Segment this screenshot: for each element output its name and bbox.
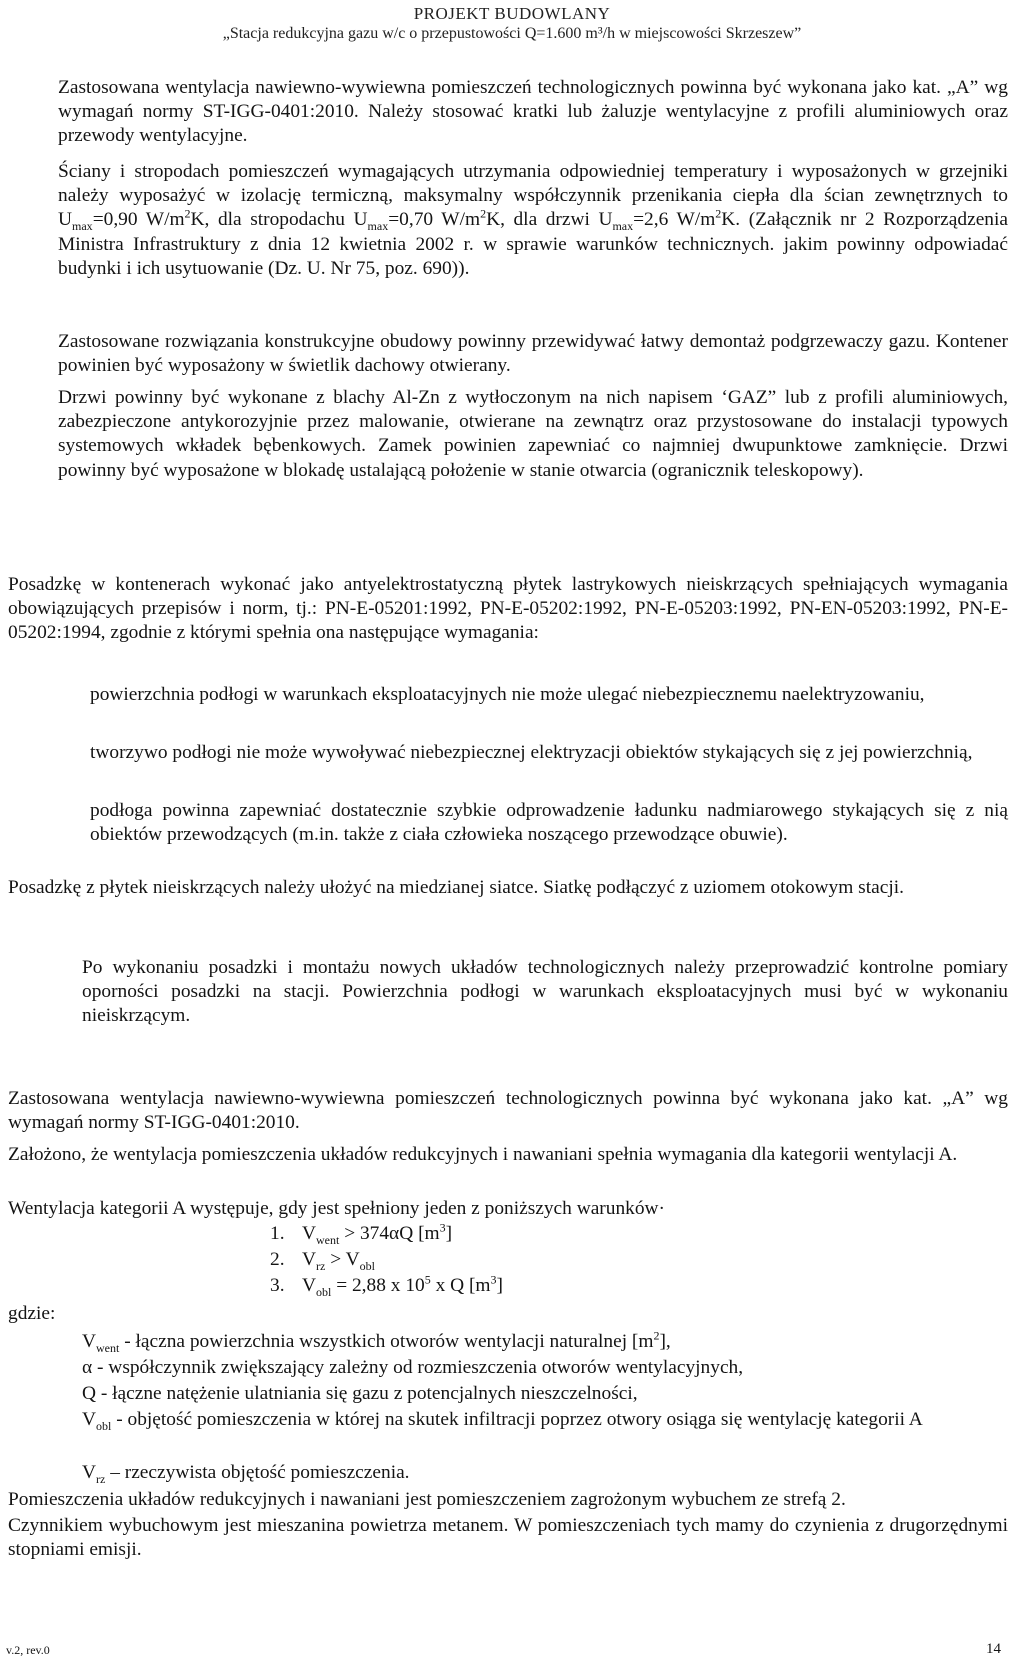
floor-requirement-1: powierzchnia podłogi w warunkach eksploatacyjnych nie może ulegać niebezpiecznemu naelektryzowaniu, [90,684,925,705]
definition-q: Q - łączne natężenie ulatniania się gazu z potencjalnych nieszczelności, [82,1383,638,1404]
explosive-factor-paragraph: Czynnikiem wybuchowym jest mieszanina powietrza metanem. W pomieszczeniach tych mamy do czynienia z drugorzędnymi stopniami emisji. [8,1515,1008,1561]
copper-mesh-paragraph: Posadzkę z płytek nieiskrzących należy ułożyć na miedzianej siatce. Siatkę podłączyć z uziomem otokowym stacji. [8,877,904,898]
page-header [0,4,1024,44]
insulation-paragraph: Ściany i stropodach pomieszczeń wymagających utrzymania odpowiedniej temperatury i wyposażonych w grzejniki należy wyposażyć w izolację termiczną, maksymalny współczynnik przenikania ciepła dla ścian zewnętrznych to $U_{max}=0,90$ $W/m^2K$, dla stropodachu $U_{max}=0,70$ $W/m^2K$, dla drzwi $U_{max}=2,6$ $W/m^2K$. (Załącznik nr 2 Rozporządzenia Ministra Infrastruktury z dnia 12 kwietnia 2002 r. w sprawie warunków technicznych. jakim powinny odpowiadać budynki i ich usytuowanie (Dz. U. Nr 75, poz. 690)). [58,161,1008,279]
definition-v-obl: $V_{obl}$ - objętość pomieszczenia w której na skutek infiltracji poprzez otwory osiąga się wentylację kategorii A [82,1409,923,1433]
ventilation-paragraph: Zastosowana wentylacja nawiewno-wywiewna pomieszczeń technologicznych powinna być wykonana jako kat. „A” wg wymagań normy ST-IGG-0401:2010. Należy stosować kratki lub żaluzje wentylacyjne z profili aluminiowych oraz przewody wentylacyjne. [58,77,1008,147]
ventilation-category-paragraph: Zastosowana wentylacja nawiewno-wywiewna pomieszczeń technologicznych powinna być wykonana jako kat. „A” wg wymagań normy ST-IGG-0401:2010. [8,1088,1008,1134]
resistance-measurement-paragraph: Po wykonaniu posadzki i montażu nowych układów technologicznych należy przeprowadzić kontrolne pomiary oporności posadzki na stacji. Powierzchnia podłogi w warunkach eksploatacyjnych musi być w wykonaniu nieiskrzącym. [82,957,1008,1027]
project-subtitle: „Stacja redukcyjna gazu w/c o przepustowości Q=1.600 m³/h w miejscowości Skrzeszew” [222,25,802,42]
page-number: 14 [986,1641,1001,1657]
definition-v-rz: $V_{rz}$ – rzeczywista objętość pomieszczenia. [82,1462,410,1486]
assumption-paragraph: Założono, że wentylacja pomieszczenia układów redukcyjnych i nawaniani spełnia wymagania dla kategorii wentylacji A. [8,1144,958,1165]
floor-requirement-2: tworzywo podłogi nie może wywoływać niebezpiecznej elektryzacji obiektów stykających się z jej powierzchnią, [90,742,973,763]
floor-requirement-3: podłoga powinna zapewniać dostatecznie szybkie odprowadzenie ładunku nadmiarowego stykających się z nią obiektów przewodzących (m.in. także z ciała człowieka noszącego przewodzące obuwie). [90,800,1008,846]
condition-1-number: 1. [270,1223,285,1244]
construction-paragraph: Zastosowane rozwiązania konstrukcyjne obudowy powinny przewidywać łatwy demontaż podgrzewaczy gazu. Kontener powinien być wyposażony w świetlik dachowy otwierany. [58,331,1008,377]
version-label: v.2, rev.0 [6,1643,50,1657]
condition-2: $V_{rz} > V_{obl}$ [302,1249,375,1273]
conditions-intro: Wentylacja kategorii A występuje, gdy jest spełniony jeden z poniższych warunków· [8,1198,666,1219]
definition-alpha: α - współczynnik zwiększający zależny od rozmieszczenia otworów wentylacyjnych, [82,1357,744,1378]
definition-v-went: $V_{went}$ - łączna powierzchnia wszystkich otworów wentylacji naturalnej $[m^2]$, [82,1328,671,1355]
doors-paragraph: Drzwi powinny być wykonane z blachy Al-Zn z wytłoczonym na nich napisem ‘GAZ” lub z profili aluminiowych, zabezpieczone antykorozyjnie przez malowanie, otwierane na zewnątrz oraz przystosowane do instalacji typowych systemowych wkładek bębenkowych. Zamek powinien zapewniać co najmniej dwupunktowe zamknięcie. Drzwi powinny być wyposażone w blokadę ustalającą położenie w stanie otwarcia (ogranicznik teleskopowy). [58,387,1008,481]
condition-2-number: 2. [270,1249,285,1270]
condition-3-number: 3. [270,1275,285,1296]
explosion-zone-paragraph: Pomieszczenia układów redukcyjnych i nawaniani jest pomieszczeniem zagrożonym wybuchem ze strefą 2. [8,1489,846,1510]
where-label: gdzie: [8,1303,56,1324]
floor-paragraph: Posadzkę w kontenerach wykonać jako antyelektrostatyczną płytek lastrykowych nieiskrzących spełniających wymagania obowiązujących przepisów i norm, tj.: PN-E-05201:1992, PN-E-05202:1992, PN-E-05203:1992, PN-EN-05203:1992, PN-E-05202:1994, zgodnie z którymi spełnia ona następujące wymagania: [8,574,1008,644]
project-title: PROJEKT BUDOWLANY [413,4,611,23]
condition-1: $V_{went} > 374\alpha Q$ $[m^3]$ [302,1220,453,1247]
condition-3: $V_{obl} = 2,88$ x $10^5$ x Q $[m^3]$ [302,1272,503,1299]
